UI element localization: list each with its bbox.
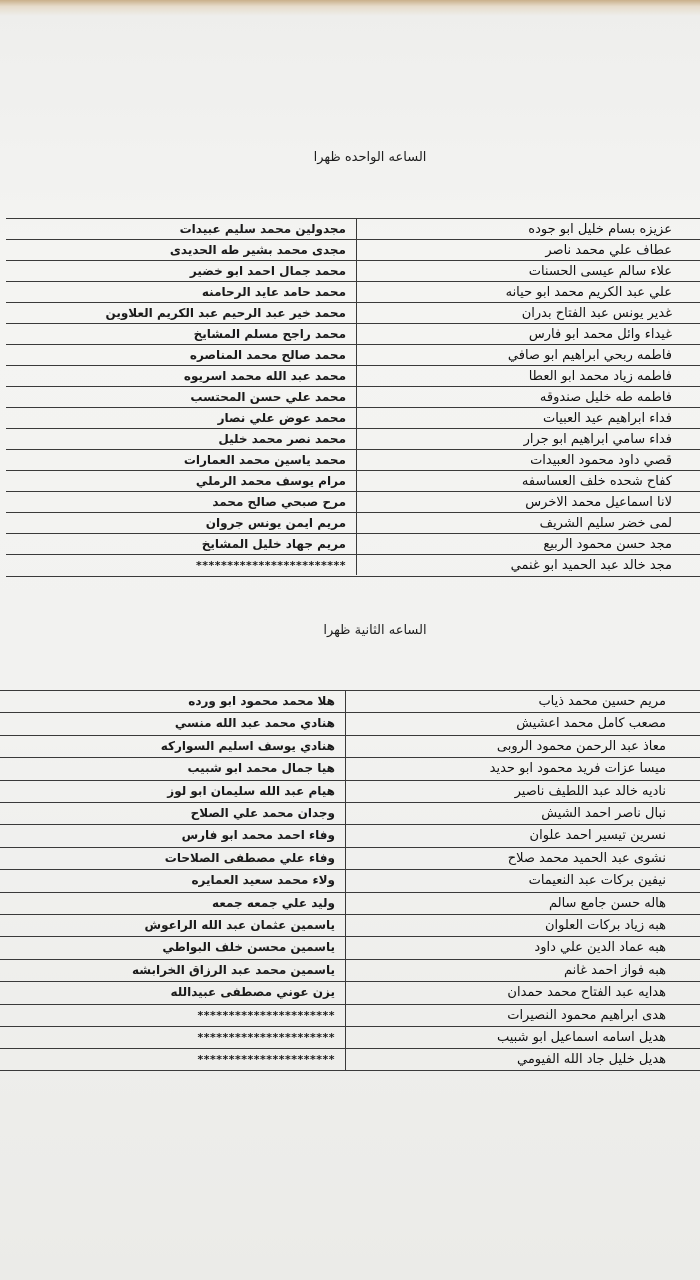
name-cell-left: هنادي يوسف اسليم السواركه xyxy=(160,739,335,753)
table-row xyxy=(0,869,700,891)
table-row xyxy=(6,407,700,429)
name-cell-right: مصعب كامل محمد اعشيش xyxy=(516,716,666,731)
name-cell-right: ناديه خالد عبد اللطيف ناصير xyxy=(514,784,666,799)
name-cell-left: محمد عبد الله محمد اسريوه xyxy=(183,369,346,383)
name-cell-right: قصي داود محمود العبيدات xyxy=(530,453,672,468)
name-cell-right: علاء سالم عيسى الحسنات xyxy=(528,264,672,279)
name-cell-left: ياسمين محمد عبد الرزاق الخرابشه xyxy=(131,963,335,977)
name-cell-right: غدير يونس عبد الفتاح بدران xyxy=(521,306,672,321)
name-cell-right: غيداء وائل محمد ابو فارس xyxy=(528,327,672,342)
table-row xyxy=(6,386,700,408)
table-row xyxy=(0,981,700,1003)
name-cell-right: لمى خضر سليم الشريف xyxy=(539,516,672,531)
name-table-2pm xyxy=(0,690,700,1071)
name-cell-right: نسرين تيسير احمد علوان xyxy=(529,828,666,843)
name-cell-left: ولاء محمد سعيد العمايره xyxy=(191,873,335,887)
empty-slot-asterisks: ************************ xyxy=(195,559,346,572)
name-cell-right: عطاف علي محمد ناصر xyxy=(545,243,672,258)
table-row xyxy=(6,533,700,555)
name-cell-left: مجدولين محمد سليم عبيدات xyxy=(179,222,346,236)
table-row xyxy=(0,690,700,712)
name-cell-right: عزيزه بسام خليل ابو جوده xyxy=(528,222,672,237)
table-row xyxy=(0,824,700,846)
name-cell-left: مريم ايمن يونس جروان xyxy=(205,516,346,530)
table-surface-edge xyxy=(0,0,700,16)
table-row xyxy=(0,802,700,824)
table-row xyxy=(0,1004,700,1026)
name-cell-left: وليد علي جمعه جمعه xyxy=(211,896,335,910)
section-heading-2pm: الساعه الثانية ظهرا xyxy=(323,623,427,638)
name-cell-right: نشوى عبد الحميد محمد صلاح xyxy=(507,851,666,866)
table-row xyxy=(6,449,700,471)
name-table-1pm xyxy=(6,218,700,575)
name-cell-left: وفاء علي مصطفى الصلاحات xyxy=(164,851,335,865)
table-row xyxy=(0,847,700,869)
name-cell-left: وجدان محمد علي الصلاح xyxy=(190,806,335,820)
name-cell-right: فاطمه ربحي ابراهيم ابو صافي xyxy=(507,348,672,363)
empty-slot-asterisks: ********************** xyxy=(197,1031,335,1044)
name-cell-left: هنادي محمد عبد الله منسي xyxy=(174,716,335,730)
name-cell-right: كفاح شحده خلف العساسفه xyxy=(521,474,672,489)
name-cell-right: فاطمه طه خليل صندوقه xyxy=(539,390,672,405)
table-row xyxy=(6,239,700,261)
table-row xyxy=(0,959,700,981)
name-cell-left: مرام يوسف محمد الرملي xyxy=(195,474,346,488)
name-cell-left: ياسمين عثمان عبد الله الراعوش xyxy=(144,918,335,932)
table-row xyxy=(0,892,700,914)
table-row xyxy=(0,735,700,757)
name-cell-left: محمد جمال احمد ابو خضير xyxy=(189,264,346,278)
name-cell-left: محمد خير عبد الرحيم عبد الكريم العلاوين xyxy=(105,306,346,320)
name-cell-right: علي عبد الكريم محمد ابو حيانه xyxy=(505,285,672,300)
empty-slot-asterisks: ********************** xyxy=(197,1053,335,1066)
table-row xyxy=(6,323,700,345)
table-row xyxy=(6,218,700,240)
name-cell-right: لانا اسماعيل محمد الاخرس xyxy=(525,495,672,510)
name-cell-left: مرح صبحي صالح محمد xyxy=(212,495,346,509)
table-row xyxy=(6,365,700,387)
name-cell-left: محمد ياسين محمد العمارات xyxy=(183,453,346,467)
name-cell-right: هاله حسن جامع سالم xyxy=(548,896,666,911)
table-row xyxy=(0,757,700,779)
name-cell-right: معاذ عبد الرحمن محمود الروبى xyxy=(496,739,666,754)
name-cell-left: مجدى محمد بشير طه الحديدى xyxy=(169,243,346,257)
name-cell-right: هبه عماد الدين علي داود xyxy=(534,940,666,955)
table-row xyxy=(0,712,700,734)
name-cell-left: محمد عوض علي نصار xyxy=(217,411,346,425)
name-cell-right: مجد خالد عبد الحميد ابو غنمي xyxy=(510,558,672,573)
name-cell-right: ميسا عزات فريد محمود ابو حديد xyxy=(489,761,666,776)
name-cell-left: وفاء احمد محمد ابو فارس xyxy=(181,828,335,842)
table-row xyxy=(0,780,700,802)
name-cell-right: هبه زياد بركات العلوان xyxy=(545,918,666,933)
name-cell-left: هيا جمال محمد ابو شبيب xyxy=(187,761,335,775)
name-cell-left: هيام عبد الله سليمان ابو لوز xyxy=(167,784,335,798)
name-cell-right: نيفين بركات عبد النعيمات xyxy=(528,873,666,888)
table-row xyxy=(6,302,700,324)
table-row xyxy=(6,344,700,366)
name-cell-left: يزن عوني مصطفى عبيدالله xyxy=(170,985,335,999)
name-cell-right: هبه فواز احمد غانم xyxy=(564,963,666,978)
table-row xyxy=(0,1048,700,1071)
table-row xyxy=(0,914,700,936)
name-cell-left: محمد صالح محمد المناصره xyxy=(189,348,346,362)
table-row xyxy=(6,491,700,513)
name-cell-right: هديل خليل جاد الله الفيومي xyxy=(517,1052,666,1067)
empty-slot-asterisks: ********************** xyxy=(197,1009,335,1022)
table-row xyxy=(6,428,700,450)
table-row xyxy=(6,554,700,577)
table-row xyxy=(6,281,700,303)
name-cell-right: مريم حسين محمد ذياب xyxy=(538,694,666,709)
name-cell-left: ياسمين محسن خلف البواطي xyxy=(162,940,335,954)
name-cell-left: محمد علي حسن المحتسب xyxy=(190,390,346,404)
section-heading-1pm: الساعه الواحده ظهرا xyxy=(313,150,427,165)
table-row xyxy=(6,470,700,492)
table-row xyxy=(0,936,700,958)
name-cell-right: هدايه عبد الفتاح محمد حمدان xyxy=(507,985,666,1000)
name-cell-right: فاطمه زياد محمد ابو العطا xyxy=(528,369,672,384)
name-cell-right: مجد حسن محمود الربيع xyxy=(543,537,672,552)
table-row xyxy=(6,512,700,534)
table-row xyxy=(0,1026,700,1048)
name-cell-right: فداء ابراهيم عيد العبيات xyxy=(543,411,672,426)
name-cell-left: هلا محمد محمود ابو ورده xyxy=(188,694,335,708)
table-row xyxy=(6,260,700,282)
name-cell-left: مريم جهاد خليل المشايخ xyxy=(201,537,346,551)
name-cell-right: هديل اسامه اسماعيل ابو شبيب xyxy=(496,1030,666,1045)
name-cell-right: نبال ناصر احمد الشيش xyxy=(541,806,666,821)
name-cell-left: محمد حامد عايد الرحامنه xyxy=(201,285,346,299)
name-cell-left: محمد راجح مسلم المشايخ xyxy=(193,327,346,341)
name-cell-right: هدى ابراهيم محمود النصيرات xyxy=(507,1008,666,1023)
name-cell-left: محمد نصر محمد خليل xyxy=(218,432,346,446)
name-cell-right: فداء سامي ابراهيم ابو جرار xyxy=(523,432,672,447)
